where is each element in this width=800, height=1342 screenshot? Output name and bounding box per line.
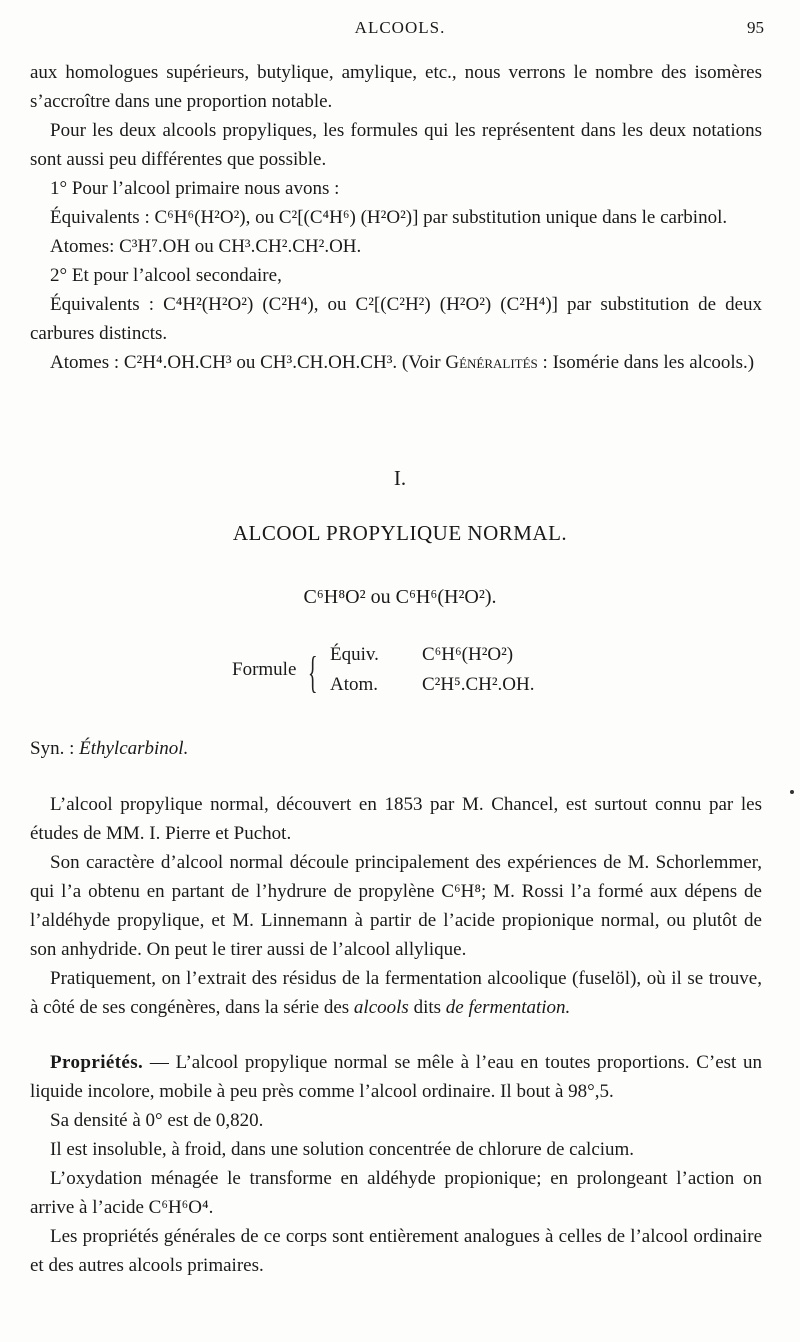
formula-key: Équiv. [330,644,379,665]
page-header [30,18,770,42]
formula-value: C⁶H⁶(H²O²) [422,644,514,665]
synonym-line [30,738,188,760]
paragraph: Il est insoluble, à froid, dans une solution concentrée de chlorure de calcium. [50,1139,635,1160]
paragraph: L’oxydation ménagée le transforme en aldéhyde propionique; en prolongeant l’action on arrive à l’acide C⁶H⁶O⁴. [30,1168,762,1218]
paragraph: L’alcool propylique normal, découvert en 1853 par M. Chancel, est surtout connu par les études de MM. I. Pierre et Puchot. [30,794,762,844]
cross-reference: Généralités [445,352,538,373]
paragraph: Équivalents : C⁴H²(H²O²) (C²H⁴), ou C²[(C²H²) (H²O²) (C²H⁴)] par substitution de deux carbures distincts. [30,294,762,344]
raw-formula: C⁶H⁸O² ou C⁶H⁶(H²O²). [303,586,497,608]
text-run: Atomes : C²H⁴.OH.CH³ ou CH³.CH.OH.CH³. (Voir [50,352,446,373]
formula-key: Atom. [330,674,379,695]
section-title: ALCOOL PROPYLIQUE NORMAL. [232,521,568,545]
formula-value: C²H⁵.CH².OH. [422,674,535,695]
running-head: ALCOOLS. [354,18,446,37]
emphasis: alcools [353,997,409,1018]
paragraph [30,964,762,1022]
formula-row-atom [330,674,535,696]
text-run: Pratiquement, on l’extrait des résidus de la fermentation alcoolique (fuselöl), où il se trouve, à côté de ses congénères, dans la série des [30,968,762,1018]
paragraph [30,1048,762,1106]
formula-table [232,644,552,704]
text-run: dits [408,997,446,1018]
brace-glyph: { [308,648,318,697]
paragraph: Les propriétés générales de ce corps sont entièrement analogues à celles de l’alcool ordinaire et des autres alcools primaires. [30,1226,762,1276]
text-run: : Isomérie dans les alcools.) [537,352,755,373]
synonym-label: Syn. : [30,738,80,759]
body-text [30,790,762,1280]
page-number: 95 [747,18,764,37]
paragraph: 2° Et pour l’alcool secondaire, [50,265,282,286]
paragraph: Équivalents : C⁶H⁶(H²O²), ou C²[(C⁴H⁶) (H²O²)] par substitution unique dans le carbinol. [50,207,728,228]
paragraph [30,348,762,377]
paragraph: Pour les deux alcools propyliques, les formules qui les représentent dans les deux notations sont aussi peu différentes que possible. [30,120,762,170]
intro-text [30,58,762,377]
formula-label: Formule [232,659,297,680]
paragraph: aux homologues supérieurs, butylique, amylique, etc., nous verrons le nombre des isomères s’accroître dans une proportion notable. [30,62,762,112]
emphasis: de fermentation. [445,997,571,1018]
synonym-value: Éthylcarbinol. [79,738,189,759]
paragraph: 1° Pour l’alcool primaire nous avons : [50,178,340,199]
text-run: — L’alcool propylique normal se mêle à l’eau en toutes proportions. C’est un liquide incolore, mobile à peu près comme l’alcool ordinaire. Il bout à 98°,5. [30,1052,762,1102]
section-run-in-heading: Propriétés. [50,1052,144,1073]
formula-row-equiv [330,644,513,666]
ink-speck [790,790,794,794]
section-number: I. [393,466,407,490]
paragraph: Atomes: C³H⁷.OH ou CH³.CH².CH².OH. [50,236,362,257]
paragraph: Sa densité à 0° est de 0,820. [50,1110,264,1131]
paragraph: Son caractère d’alcool normal découle principalement des expériences de M. Schorlemmer, qui l’a obtenu en partant de l’hydrure de propylène C⁶H⁸; M. Rossi l’a formé aux dépens de l’aldéhyde propylique, et M. Linnemann à partir de l’acide propionique normal, ou plutôt de son anhydride. On peut le tirer aussi de l’alcool allylique. [30,852,762,960]
